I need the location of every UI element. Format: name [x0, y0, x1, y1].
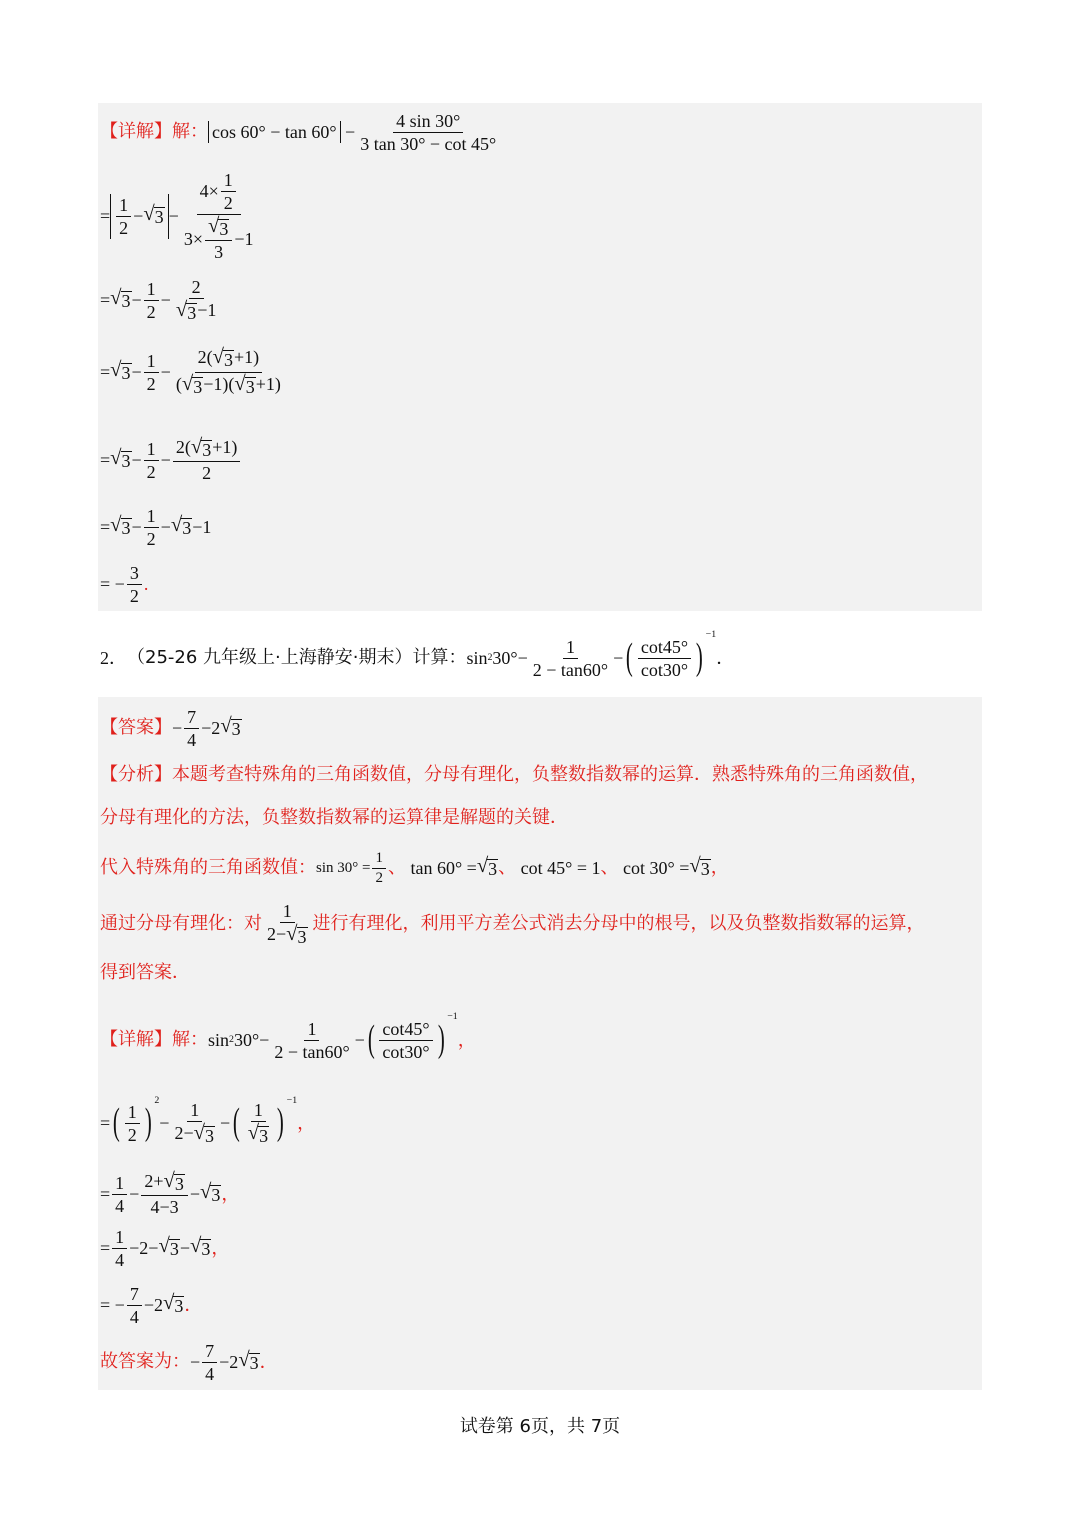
- step-3: = √ 3 − $\frac{1}{2}$ − 2( √ 3 +1) ( √ 3 −1)( √ 3 +1): [100, 345, 281, 397]
- step-2-4: = − $\frac{7}{4}$ −2 √ 3 ．: [100, 1283, 203, 1327]
- analysis-line-1: 【分析】 本题考查特殊角的三角函数值，分母有理化，负整数指数幂的运算．熟悉特殊角的三角函数值，: [100, 764, 928, 785]
- fraction: $\frac{4 \sin 30^\circ}{3 \tan 30^\circ - \cot 45^\circ}$: [360, 110, 497, 154]
- answer-label: 【答案】: [100, 717, 172, 738]
- question-2: 2． （25-26 九年级上·上海静安·期末）计算： sin 2 30° − $\frac{1}{2 - \tan 60^\circ}$ − ( $\frac{\cot 45^\circ}{\cot 30^\circ}$ ) $^{-1}$ ．: [100, 629, 735, 680]
- detail-line-1: 【详解】 解： cos 60° − tan 60° − $\frac{4 \sin 30^\circ}{3 \tan 30^\circ - \cot 45^\circ}$: [100, 112, 501, 152]
- step-2-3: = $\frac{1}{4}$ −2− √ 3 − √ 3 ，: [100, 1226, 230, 1270]
- step-2-1: = ( $\frac{1}{2}$ ) $^2$ − 1 2− √ 3 − ( 1 √ 3 ) $^{-1}$ ，: [100, 1095, 316, 1146]
- step-4: = √ 3 − $\frac{1}{2}$ − 2( √ 3 +1) 2: [100, 430, 242, 490]
- step-2-2: = $\frac{1}{4}$ − 2+ √ 3 4−3 − √ 3 ，: [100, 1169, 240, 1218]
- analysis-label: 【分析】: [100, 764, 172, 785]
- question-source: （25-26 九年级上·上海静安·期末）计算：: [127, 647, 467, 668]
- answer-line: 【答案】 − $\frac{7}{4}$ −2 √ 3: [100, 706, 241, 750]
- rationalize-line: 通过分母有理化：对 1 2− √ 3 进行有理化，利用平方差公式消去分母中的根号，以及负整数指数幂的运算，: [100, 900, 925, 947]
- detail-line-2: 【详解】 解： sin 2 30° − $\frac{1}{2 - \tan 60^\circ}$ − ( $\frac{\cot 45^\circ}{\cot 30^\circ}$ ) $^{-1}$ ，: [100, 1011, 476, 1062]
- analysis-line-2: 分母有理化的方法，负整数指数幂的运算律是解题的关键．: [100, 807, 568, 828]
- question-number: 2．: [100, 648, 127, 668]
- abs-expr: cos 60° − tan 60°: [208, 121, 341, 143]
- step-5: = √ 3 − $\frac{1}{2}$ − √ 3 −1: [100, 505, 212, 549]
- step-1: = $\frac{1}{2}$ − √ 3 − 4× $\frac{1}{2}$ 3× √ 3 3 −1: [100, 169, 254, 263]
- step-6: = − $\frac{3}{2}$ .: [100, 562, 149, 606]
- solve-label: 解：: [172, 121, 208, 142]
- get-answer-line: 得到答案．: [100, 962, 190, 983]
- final-answer-line: 故答案为： − $\frac{7}{4}$ −2 √ 3 ．: [100, 1340, 278, 1384]
- page-footer: 试卷第 6页，共 7页: [459, 1416, 621, 1437]
- substitute-line: 代入特殊角的三角函数值： sin 30° = $\frac{1}{2}$ 、 tan 60° = √ 3 、 cot 45° = 1 、 cot 30° = √ 3 ，: [100, 849, 729, 886]
- step-2: = √ 3 − $\frac{1}{2}$ − 2 √ 3 −1: [100, 276, 217, 323]
- detail-label: 【详解】: [100, 121, 172, 142]
